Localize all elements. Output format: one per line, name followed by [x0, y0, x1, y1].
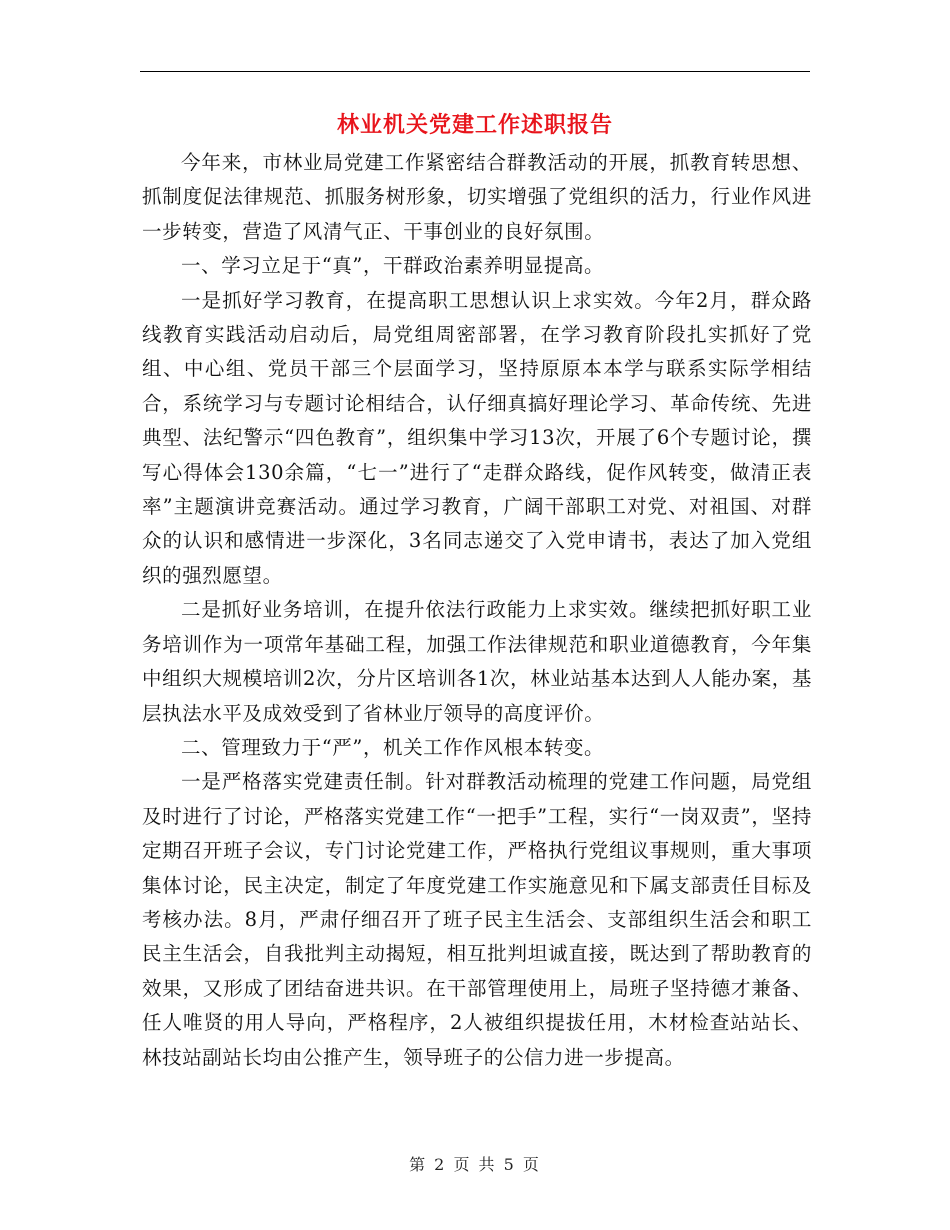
- header-rule: [140, 71, 810, 72]
- paragraph-study-education: 一是抓好学习教育，在提高职工思想认识上求实效。今年2月，群众路线教育实践活动启动后，局党组周密部署，在学习教育阶段扎实抓好了党组、中心组、党员干部三个层面学习，坚持原原本本学与联系实际学相结合，系统学习与专题讨论相结合，认仔细真搞好理论学习、革命传统、先进典型、法纪警示“四色教育”，组织集中学习13次，开展了6个专题讨论，撰写心得体会130余篇，“七一”进行了“走群众路线，促作风转变，做清正表率”主题演讲竞赛活动。通过学习教育，广阔干部职工对党、对祖国、对群众的认识和感情进一步深化，3名同志递交了入党申请书，表达了加入党组织的强烈愿望。: [142, 288, 812, 587]
- paragraph-business-training: 二是抓好业务培训，在提升依法行政能力上求实效。继续把抓好职工业务培训作为一项常年基础工程，加强工作法律规范和职业道德教育，今年集中组织大规模培训2次，分片区培训各1次，林业站基本达到人人能办案，基层执法水平及成效受到了省林业厅领导的高度评价。: [142, 598, 812, 725]
- section-heading-2: 二、管理致力于“严”，机关工作作风根本转变。: [181, 735, 605, 759]
- page-number-footer: 第 2 页 共 5 页: [409, 1155, 541, 1174]
- section-heading-1: 一、学习立足于“真”，干群政治素养明显提高。: [181, 254, 605, 278]
- paragraph-intro: 今年来，市林业局党建工作紧密结合群教活动的开展，抓教育转思想、抓制度促法律规范、抓服务树形象，切实增强了党组织的活力，行业作风进一步转变，营造了风清气正、干事创业的良好氛围。: [142, 151, 812, 243]
- paragraph-responsibility: 一是严格落实党建责任制。针对群教活动梳理的党建工作问题，局党组及时进行了讨论，严格落实党建工作“一把手”工程，实行“一岗双责”，坚持定期召开班子会议，专门讨论党建工作，严格执行党组议事规则，重大事项集体讨论，民主决定，制定了年度党建工作实施意见和下属支部责任目标及考核办法。8月，严肃仔细召开了班子民主生活会、支部组织生活会和职工民主生活会，自我批判主动揭短，相互批判坦诚直接，既达到了帮助教育的效果，又形成了团结奋进共识。在干部管理使用上，局班子坚持德才兼备、任人唯贤的用人导向，严格程序，2人被组织提拔任用，木材检查站站长、林技站副站长均由公推产生，领导班子的公信力进一步提高。: [142, 770, 812, 1069]
- document-body: [142, 146, 812, 1075]
- document-title: 林业机关党建工作述职报告: [336, 112, 613, 138]
